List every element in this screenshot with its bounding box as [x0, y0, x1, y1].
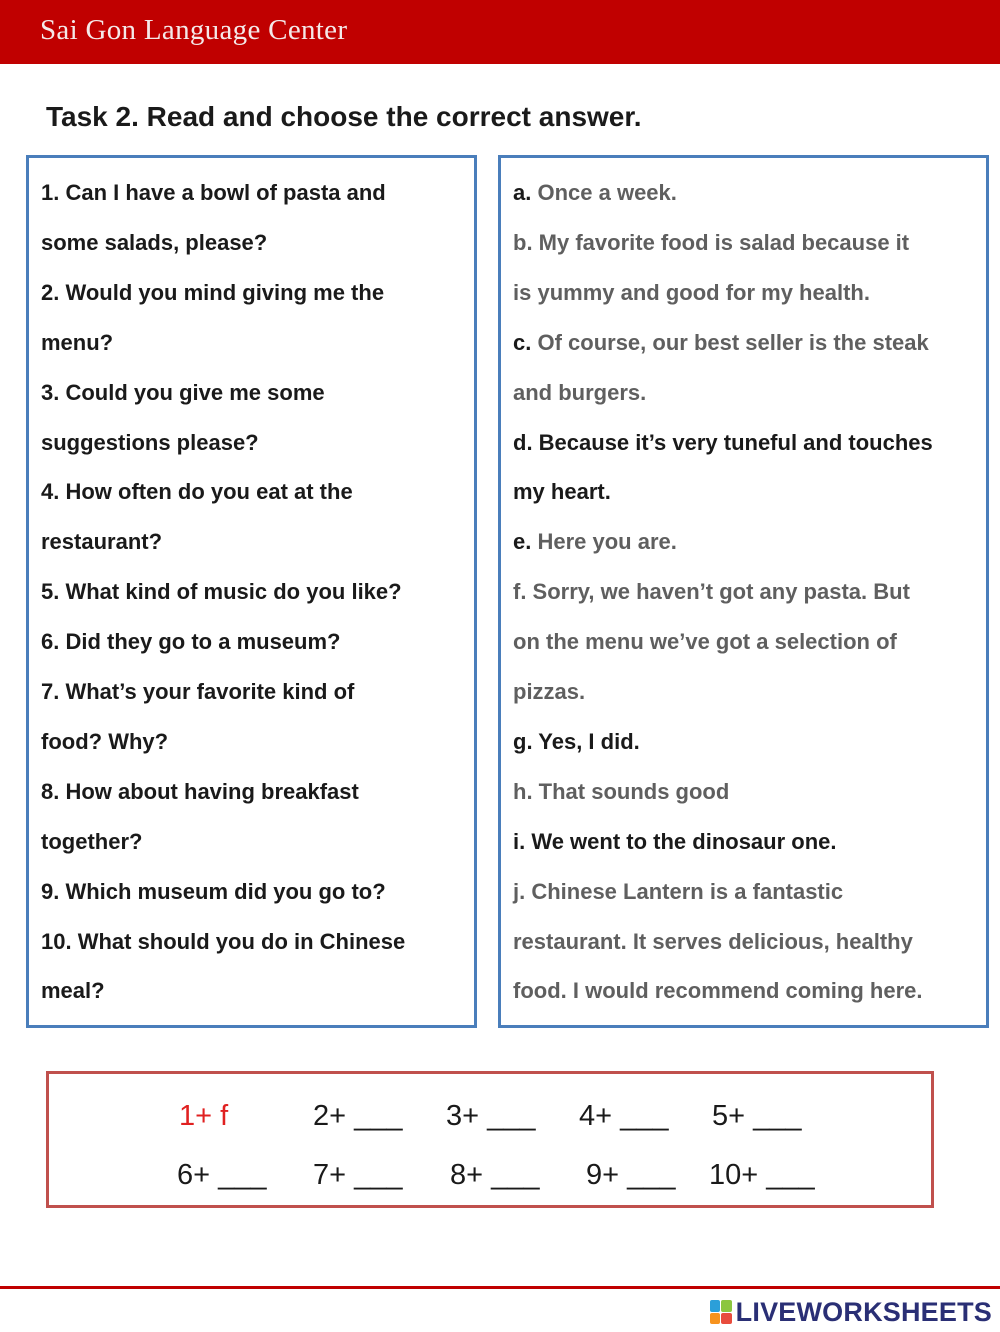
answer-slot[interactable]: 2+ ___	[313, 1100, 403, 1132]
answer-line	[513, 378, 646, 408]
answer-line	[513, 777, 729, 807]
answer-text: on the menu we’ve got a selection of	[513, 629, 897, 655]
answer-letter: a.	[513, 180, 532, 205]
question-line: 10. What should you do in Chinese	[41, 928, 406, 954]
question-line: menu?	[41, 329, 114, 355]
answer-line	[513, 877, 843, 907]
answer-text: food. I would recommend coming here.	[513, 978, 923, 1004]
answer-slot[interactable]: 5+ ___	[712, 1100, 802, 1132]
question-line: 1. Can I have a bowl of pasta and	[41, 180, 386, 205]
question-line: 4. How often do you eat at the	[41, 479, 353, 505]
logo-tile	[721, 1313, 732, 1325]
logo-tile	[710, 1313, 721, 1325]
answer-line	[513, 577, 910, 607]
question-line: together?	[41, 828, 143, 854]
answer-key-box	[46, 1071, 934, 1208]
answer-text: is yummy and good for my health.	[513, 279, 870, 305]
answer-line	[513, 727, 640, 757]
question-line: meal?	[41, 978, 105, 1004]
question-line: 7. What’s your favorite kind of	[41, 679, 355, 704]
logo-tile	[721, 1300, 732, 1312]
answer-line	[513, 627, 897, 657]
logo-text: LIVEWORKSHEETS	[735, 1296, 992, 1327]
question-line: 9. Which museum did you go to?	[41, 878, 386, 904]
answer-text: f. Sorry, we haven’t got any pasta. But	[513, 579, 910, 605]
answer-text: b. My favorite food is salad because it	[513, 229, 910, 255]
answer-text: d. Because it’s very tuneful and touches	[513, 429, 933, 455]
question-line: 3. Could you give me some	[41, 379, 325, 405]
answer-slot[interactable]: 9+ ___	[586, 1159, 676, 1191]
question-line: 6. Did they go to a museum?	[41, 629, 341, 655]
answer-line	[513, 278, 870, 308]
answer-line	[513, 527, 677, 557]
answers-box	[498, 155, 989, 1028]
answer-text: restaurant. It serves delicious, healthy	[513, 928, 913, 954]
answer-text: Here you are.	[531, 529, 677, 555]
answer-line	[513, 677, 585, 707]
answer-letter: e.	[513, 529, 532, 555]
center-title: Sai Gon Language Center	[40, 14, 348, 46]
answer-slot[interactable]: 4+ ___	[579, 1100, 669, 1132]
answer-slot[interactable]: 10+ ___	[709, 1159, 815, 1191]
answer-line	[513, 976, 922, 1006]
answer-line	[513, 228, 909, 258]
header-bar	[0, 0, 1000, 64]
answer-slot[interactable]: 3+ ___	[446, 1100, 536, 1132]
answer-line	[513, 428, 933, 458]
question-line: 5. What kind of music do you like?	[41, 579, 402, 605]
question-line: some salads, please?	[41, 229, 268, 255]
footer-divider	[0, 1286, 1000, 1289]
answer-line	[513, 477, 611, 507]
answer-slot[interactable]: 8+ ___	[450, 1159, 540, 1191]
question-line: restaurant?	[41, 529, 163, 555]
answer-text: Once a week.	[531, 180, 677, 205]
answer-line	[513, 927, 913, 957]
answer-slot[interactable]: 7+ ___	[313, 1159, 403, 1191]
answer-text: j. Chinese Lantern is a fantastic	[513, 878, 844, 904]
answer-slot-example: 1+ f	[179, 1100, 229, 1132]
answer-line	[513, 827, 837, 857]
answer-text: pizzas.	[513, 679, 586, 704]
answer-text: h. That sounds good	[513, 778, 730, 804]
task-title: Task 2. Read and choose the correct answer.	[46, 101, 642, 132]
answer-text: and burgers.	[513, 379, 647, 405]
answer-line	[513, 328, 929, 358]
logo-mark-icon	[710, 1300, 732, 1324]
question-line: food? Why?	[41, 728, 169, 754]
questions-box	[26, 155, 477, 1028]
answer-text: my heart.	[513, 479, 611, 505]
logo-tile	[710, 1300, 721, 1312]
question-line: suggestions please?	[41, 429, 259, 455]
liveworksheets-logo	[710, 1296, 992, 1328]
answer-text: Of course, our best seller is the steak	[531, 329, 929, 355]
question-line: 2. Would you mind giving me the	[41, 279, 385, 305]
answer-text: g. Yes, I did.	[513, 728, 640, 754]
answer-text: i. We went to the dinosaur one.	[513, 828, 837, 854]
answer-slot[interactable]: 6+ ___	[177, 1159, 267, 1191]
answer-letter: c.	[513, 329, 532, 355]
answer-line	[513, 178, 677, 208]
question-line: 8. How about having breakfast	[41, 778, 359, 804]
